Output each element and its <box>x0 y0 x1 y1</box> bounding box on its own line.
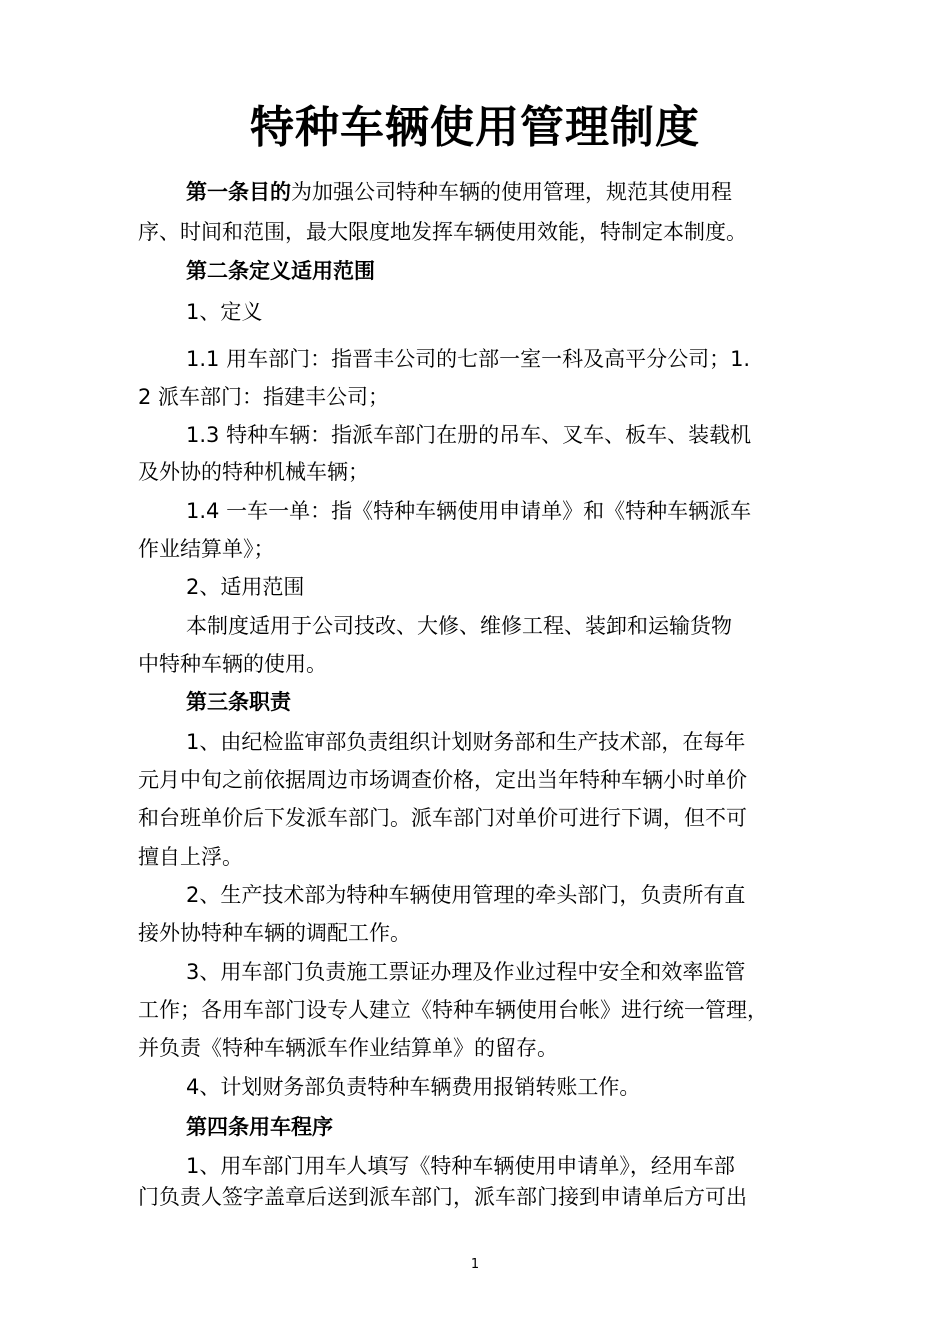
definition-1-3-continued: 及外协的特种机械车辆； <box>138 460 369 484</box>
article-1-paragraph <box>186 176 828 208</box>
definition-subheading: 1、定义 <box>186 300 263 324</box>
article-1-text: 为加强公司特种车辆的使用管理，规范其使用程 <box>291 180 732 204</box>
duty-2-line-2: 接外协特种车辆的调配工作。 <box>138 921 411 945</box>
definition-1-3: 1.3 特种车辆：指派车部门在册的吊车、叉车、板车、装载机 <box>186 423 752 447</box>
article-3-heading: 第三条职责 <box>186 690 291 714</box>
scope-text: 本制度适用于公司技改、大修、维修工程、装卸和运输货物 <box>186 614 732 638</box>
article-1-heading: 第一条目的 <box>186 180 291 204</box>
duty-3-line-3: 并负责《特种车辆派车作业结算单》的留存。 <box>138 1036 558 1060</box>
duty-3-line-2: 工作；各用车部门设专人建立《特种车辆使用台帐》进行统一管理， <box>138 998 768 1022</box>
scope-text-continued: 中特种车辆的使用。 <box>138 652 327 676</box>
duty-1-line-2: 元月中旬之前依据周边市场调查价格，定出当年特种车辆小时单价 <box>138 768 747 792</box>
article-2-heading: 第二条定义适用范围 <box>186 259 375 283</box>
definition-1-1: 1.1 用车部门：指晋丰公司的七部一室一科及高平分公司；1. <box>186 347 751 371</box>
procedure-1-line-2: 门负责人签字盖章后送到派车部门，派车部门接到申请单后方可出 <box>138 1185 747 1209</box>
duty-3-line-1: 3、用车部门负责施工票证办理及作业过程中安全和效率监管 <box>186 960 746 984</box>
document-title: 特种车辆使用管理制度 <box>250 102 700 153</box>
duty-4: 4、计划财务部负责特种车辆费用报销转账工作。 <box>186 1075 641 1099</box>
duty-2-line-1: 2、生产技术部为特种车辆使用管理的牵头部门，负责所有直 <box>186 883 746 907</box>
page-number: 1 <box>470 1257 480 1272</box>
definition-1-4-continued: 作业结算单》； <box>138 537 275 561</box>
duty-1-line-1: 1、由纪检监审部负责组织计划财务部和生产技术部，在每年 <box>186 730 746 754</box>
article-1-text-continued: 序、时间和范围，最大限度地发挥车辆使用效能，特制定本制度。 <box>138 220 747 244</box>
scope-subheading: 2、适用范围 <box>186 575 305 599</box>
duty-1-line-3: 和台班单价后下发派车部门。派车部门对单价可进行下调，但不可 <box>138 806 747 830</box>
duty-1-line-4: 擅自上浮。 <box>138 845 243 869</box>
definition-1-2: 2 派车部门：指建丰公司； <box>138 385 390 409</box>
definition-1-4: 1.4 一车一单：指《特种车辆使用申请单》和《特种车辆派车 <box>186 499 752 523</box>
article-4-heading: 第四条用车程序 <box>186 1115 333 1139</box>
procedure-1-line-1: 1、用车部门用车人填写《特种车辆使用申请单》，经用车部 <box>186 1154 735 1178</box>
